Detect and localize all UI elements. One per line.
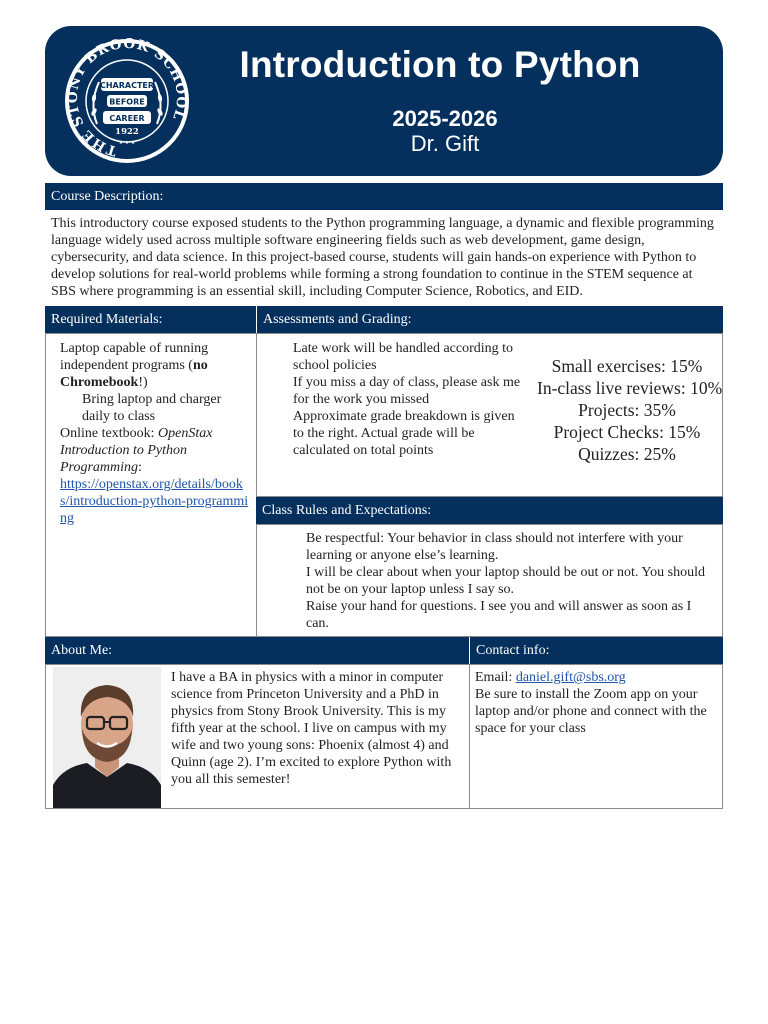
contact-info-header: Contact info: [469, 637, 723, 664]
contact-info-panel [469, 664, 723, 809]
svg-text:CHARACTER: CHARACTER [99, 81, 155, 90]
svg-text:THE STONY BROOK SCHOOL: THE STONY BROOK SCHOOL [64, 35, 190, 159]
rule-item: I will be clear about when your laptop should be out or not. You should not be on your laptop unless I say so. [306, 565, 705, 597]
about-me-header: About Me: [45, 637, 469, 664]
header-banner [45, 26, 723, 176]
svg-text:BEFORE: BEFORE [109, 97, 145, 107]
required-materials-header: Required Materials: [45, 306, 256, 333]
assessment-item: If you miss a day of class, please ask me for the work you missed [293, 375, 521, 407]
assessments-panel [256, 333, 723, 497]
about-me-text: I have a BA in physics with a minor in computer science from Princeton University and a PhD in physics from Stony Brook University. This is my fifth year at the school. I live on campus with my wife and two young sons: Phoenix (almost 4) and Quinn (age 2). I’m excited to explore Python with you all this semester! [171, 670, 452, 787]
about-me-panel [45, 664, 470, 809]
grade-projects: Projects: 35% [578, 400, 676, 420]
grade-small-exercises: Small exercises: 15% [551, 356, 703, 376]
grade-quizzes: Quizzes: 25% [578, 444, 676, 464]
grade-live-reviews: In-class live reviews: 10% [537, 378, 723, 398]
course-description-header: Course Description: [45, 183, 723, 210]
assessment-item: Approximate grade breakdown is given to the right. Actual grade will be calculated on total points [293, 409, 515, 458]
contact-email: Email: daniel.gift@sbs.org [475, 670, 626, 685]
assessments-header: Assessments and Grading: [256, 306, 723, 333]
textbook-link[interactable]: https://openstax.org/details/books/introduction-python-programming [60, 477, 249, 526]
assessment-item: Late work will be handled according to school policies [293, 341, 514, 373]
teacher-name: Dr. Gift [410, 131, 480, 156]
svg-text:★ ★ ★: ★ ★ ★ [118, 140, 136, 146]
grade-breakdown [537, 355, 723, 465]
page-title: Introduction to Python [239, 44, 641, 85]
rule-item: Be respectful: Your behavior in class should not interfere with your learning or anyone else’s learning. [306, 531, 683, 563]
material-laptop: Laptop capable of running independent programs (no Chromebook!) [60, 341, 209, 390]
class-rules-header: Class Rules and Expectations: [256, 497, 723, 524]
zoom-note: Be sure to install the Zoom app on your laptop and/or phone and connect with the space for your class [475, 687, 707, 736]
material-charger: Bring laptop and charger daily to class [82, 392, 222, 424]
school-seal-logo [63, 34, 191, 168]
email-link[interactable]: daniel.gift@sbs.org [515, 670, 626, 685]
material-textbook: Online textbook: OpenStax Introduction to Python Programming: [60, 426, 213, 475]
svg-text:1922: 1922 [115, 127, 139, 137]
school-year: 2025-2026 [392, 106, 498, 131]
course-description-text: This introductory course exposed students to the Python programming language, a dynamic and flexible programming language widely used across multiple software engineering fields such as web development, game design, cybersecurity, and data science. In this project-based course, students will gain hands-on experience with Python to develop solutions for real-world problems while forming a strong foundation to continue in the STEM sequence at SBS where programming is an essential skill, including Computer Science, Robotics, and EID. [51, 216, 714, 299]
teacher-photo [53, 667, 161, 808]
class-rules-panel [256, 524, 723, 637]
rule-item: Raise your hand for questions. I see you and will answer as soon as I can. [306, 599, 692, 631]
grade-project-checks: Project Checks: 15% [553, 422, 701, 442]
svg-text:CAREER: CAREER [109, 114, 145, 123]
required-materials-panel [45, 333, 257, 637]
